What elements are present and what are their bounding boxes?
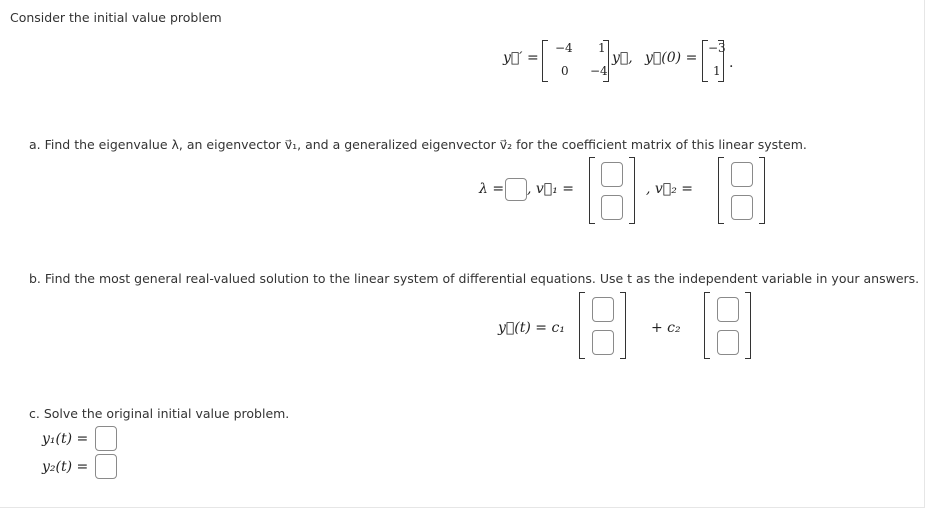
y2-label: y₂(t) = — [42, 459, 89, 475]
v1-label: , v⃗₁ = — [527, 181, 575, 197]
v2-component-1-input[interactable] — [731, 162, 753, 187]
solution-vector-2-component-2-input[interactable] — [717, 330, 739, 355]
matrix-a22: −4 — [590, 64, 608, 78]
solution-vector-2-component-1-input[interactable] — [717, 297, 739, 322]
v1-component-2-input[interactable] — [601, 195, 623, 220]
v1-component-1-input[interactable] — [601, 162, 623, 187]
v2-label: , v⃗₂ = — [646, 181, 694, 197]
initial-condition-label: y⃗(0) = — [645, 50, 698, 66]
plus-c2-label: + c₂ — [651, 320, 681, 336]
sol2-right-bracket — [745, 292, 751, 359]
eigenvalue-input[interactable] — [505, 178, 527, 201]
system-rhs-var: y⃗, — [612, 50, 633, 66]
matrix-a11: −4 — [555, 41, 573, 55]
matrix-a21: 0 — [561, 64, 569, 78]
v2-left-bracket — [718, 157, 724, 224]
matrix-right-bracket — [603, 40, 609, 82]
part-c-text: c. Solve the original initial value problem. — [29, 406, 290, 421]
ic-vector-2: 1 — [713, 64, 721, 78]
solution-vector-1-component-2-input[interactable] — [592, 330, 614, 355]
system-period: . — [729, 55, 734, 71]
v1-left-bracket — [589, 157, 595, 224]
general-solution-lhs: y⃗(t) = c₁ — [498, 320, 565, 336]
v1-right-bracket — [629, 157, 635, 224]
system-lhs: y⃗′ = — [503, 50, 539, 66]
v2-component-2-input[interactable] — [731, 195, 753, 220]
y2-solution-input[interactable] — [95, 454, 117, 479]
sol2-left-bracket — [704, 292, 710, 359]
solution-vector-1-component-1-input[interactable] — [592, 297, 614, 322]
lambda-label: λ = — [479, 181, 505, 197]
matrix-a12: 1 — [598, 41, 606, 55]
y1-label: y₁(t) = — [42, 431, 89, 447]
y1-solution-input[interactable] — [95, 426, 117, 451]
v2-right-bracket — [759, 157, 765, 224]
sol1-right-bracket — [620, 292, 626, 359]
ic-right-bracket — [718, 40, 724, 82]
part-a-text: a. Find the eigenvalue λ, an eigenvector v⃗₁, and a generalized eigenvector v⃗₂ for the coefficient matrix of this linear system. — [29, 137, 807, 152]
part-b-text: b. Find the most general real-valued solution to the linear system of differential equations. Use t as the independent variable in your answers. — [29, 271, 920, 286]
sol1-left-bracket — [579, 292, 585, 359]
matrix-left-bracket — [542, 40, 548, 82]
intro-text: Consider the initial value problem — [10, 10, 222, 25]
ic-vector-1: −3 — [708, 41, 726, 55]
